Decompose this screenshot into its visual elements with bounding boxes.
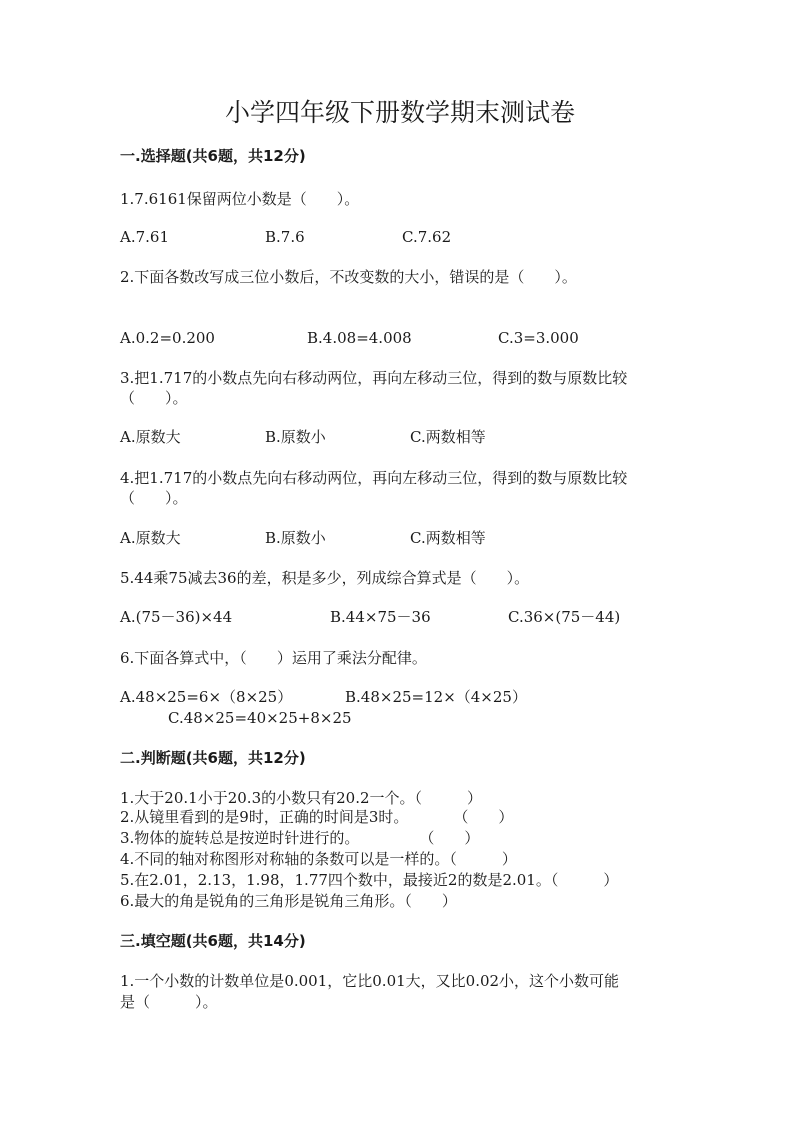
question-stem: 1.7.6161保留两位小数是（ ）。 — [120, 190, 360, 208]
option-a: A.原数大 — [120, 428, 181, 446]
question-stem: 1.一个小数的计数单位是0.001，它比0.01大，又比0.02小，这个小数可能 — [120, 972, 620, 990]
option-a: A.0.2=0.200 — [120, 329, 215, 347]
question-stem: 5.44乘75减去36的差，积是多少，列成综合算式是（ ）。 — [120, 569, 530, 587]
option-b: B.44×75－36 — [330, 608, 431, 626]
option-b: B.原数小 — [265, 529, 326, 547]
option-a: A.原数大 — [120, 529, 181, 547]
section-heading-choice: 一.选择题(共6题，共12分) — [120, 147, 306, 165]
question-stem: 2.下面各数改写成三位小数后，不改变数的大小，错误的是（ ）。 — [120, 268, 577, 286]
option-a: A.(75－36)×44 — [120, 608, 233, 626]
true-false-item: 1.大于20.1小于20.3的小数只有20.2一个。（ ） — [120, 789, 483, 807]
option-c: C.两数相等 — [410, 428, 486, 446]
option-b: B.4.08=4.008 — [307, 329, 412, 347]
question-stem: 3.把1.717的小数点先向右移动两位，再向左移动三位，得到的数与原数比较 — [120, 369, 628, 387]
true-false-item: 6.最大的角是锐角的三角形是锐角三角形。（ ） — [120, 892, 457, 910]
option-c: C.7.62 — [402, 228, 452, 246]
option-c: C.36×(75－44) — [508, 608, 621, 626]
option-a: A.48×25=6×（8×25） — [120, 688, 293, 706]
question-stem-continuation: 是（ ）。 — [120, 993, 218, 1011]
question-stem-continuation: （ ）。 — [120, 389, 188, 407]
option-b: B.7.6 — [265, 228, 305, 246]
true-false-item: 5.在2.01，2.13，1.98，1.77四个数中，最接近2的数是2.01。（ ） — [120, 871, 619, 889]
option-c: C.48×25=40×25+8×25 — [168, 709, 352, 727]
option-b: B.原数小 — [265, 428, 326, 446]
true-false-item: 4.不同的轴对称图形对称轴的条数可以是一样的。（ ） — [120, 850, 517, 868]
true-false-item: 3.物体的旋转总是按逆时针进行的。 （ ） — [120, 829, 480, 847]
question-stem: 4.把1.717的小数点先向右移动两位，再向左移动三位，得到的数与原数比较 — [120, 469, 628, 487]
question-stem-continuation: （ ）。 — [120, 489, 188, 507]
option-c: C.两数相等 — [410, 529, 486, 547]
option-b: B.48×25=12×（4×25） — [345, 688, 527, 706]
question-stem: 6.下面各算式中，（ ）运用了乘法分配律。 — [120, 649, 427, 667]
true-false-item: 2.从镜里看到的是9时，正确的时间是3时。 （ ） — [120, 808, 514, 826]
section-heading-fill-blank: 三.填空题(共6题，共14分) — [120, 932, 306, 950]
section-heading-true-false: 二.判断题(共6题，共12分) — [120, 749, 306, 767]
option-a: A.7.61 — [120, 228, 169, 246]
option-c: C.3=3.000 — [498, 329, 579, 347]
page-title: 小学四年级下册数学期末测试卷 — [224, 98, 575, 127]
